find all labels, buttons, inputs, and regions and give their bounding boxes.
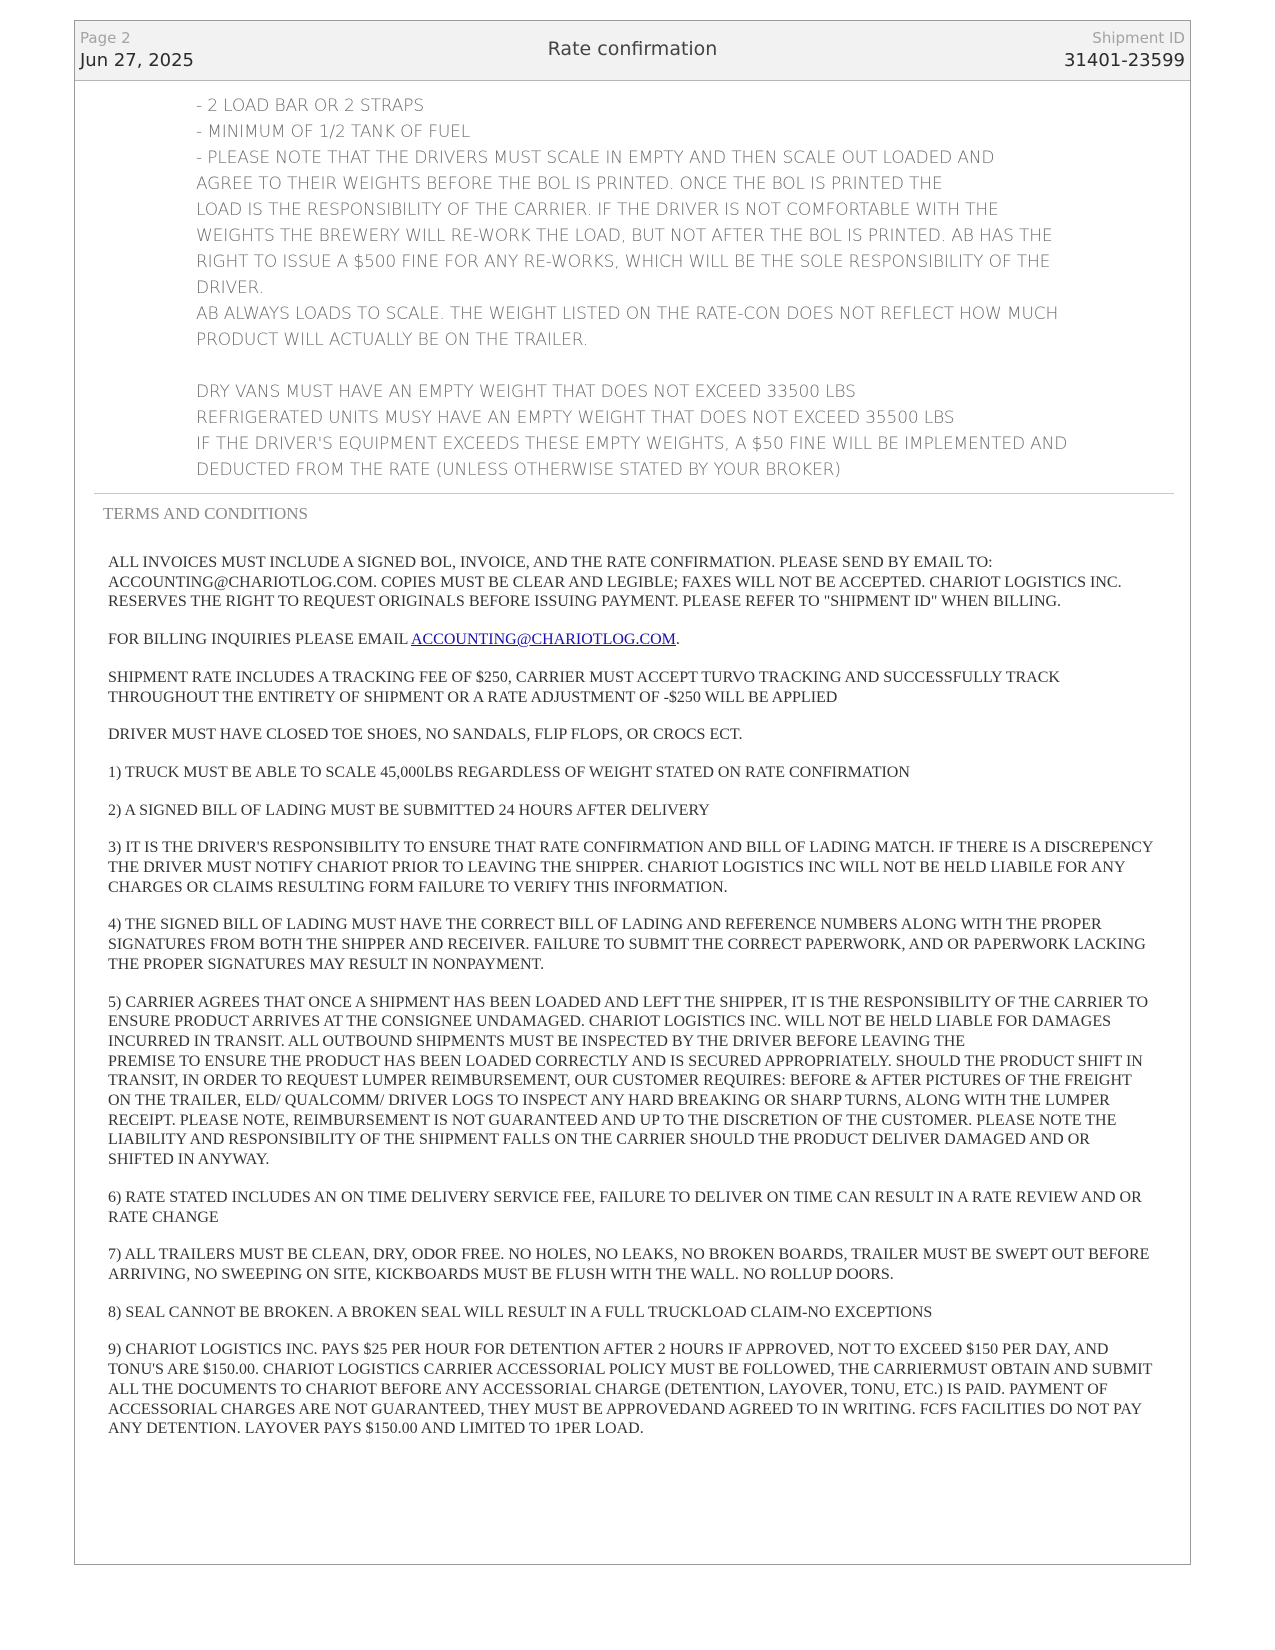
spacer: [196, 353, 1156, 379]
billing-prefix: FOR BILLING INQUIRIES PLEASE EMAIL: [108, 631, 411, 649]
terms-item-5-part-1: 5) CARRIER AGREES THAT ONCE A SHIPMENT HAS BEEN LOADED AND LEFT THE SHIPPER, IT IS THE RESPONSIBILITY OF THE CARRIER TO ENSURE PRODUCT ARRIVES AT THE CONSIGNEE UNDAMAGED. CHARIOT LOGISTICS INC. WILL NOT BE HELD LIABLE FOR DAMAGES INCURRED IN TRANSIT. ALL OUTBOUND SHIPMENTS MUST BE INSPECTED BY THE DRIVER BEFORE LEAVING THE: [108, 993, 1149, 1050]
terms-item-9: 9) CHARIOT LOGISTICS INC. PAYS $25 PER HOUR FOR DETENTION AFTER 2 HOURS IF APPROVED, NOT TO EXCEED $150 PER DAY, AND TONU'S ARE $150.00. CHARIOT LOGISTICS CARRIER ACCESSORIAL POLICY MUST BE FOLLOWED, THE CARRIERMUST OBTAIN AND SUBMIT ALL THE DOCUMENTS TO CHARIOT BEFORE ANY ACCESSORIAL CHARGE (DETENTION, LAYOVER, TONU, ETC.) IS PAID. PAYMENT OF ACCESSORIAL CHARGES ARE NOT GUARANTEED, THEY MUST BE APPROVEDAND AGREED TO IN WRITING. FCFS FACILITIES DO NOT PAY ANY DETENTION. LAYOVER PAYS $150.00 AND LIMITED TO 1PER LOAD.: [108, 1341, 1153, 1438]
special-instructions: [196, 93, 1156, 483]
terms-body: [108, 553, 1158, 1457]
shipment-id-label: Shipment ID: [1092, 29, 1185, 47]
note-line: LOAD IS THE RESPONSIBILITY OF THE CARRIER. IF THE DRIVER IS NOT COMFORTABLE WITH THE: [196, 200, 999, 220]
terms-heading: TERMS AND CONDITIONS: [103, 504, 308, 523]
page-number: Page 2: [80, 29, 131, 47]
terms-paragraph-invoices: ALL INVOICES MUST INCLUDE A SIGNED BOL, INVOICE, AND THE RATE CONFIRMATION. PLEASE SEND BY EMAIL TO: ACCOUNTING@CHARIOTLOG.COM. COPIES MUST BE CLEAR AND LEGIBLE; FAXES WILL NOT BE ACCEPTED. CHARIOT LOGISTICS INC. RESERVES THE RIGHT TO REQUEST ORIGINALS BEFORE ISSUING PAYMENT. PLEASE REFER TO "SHIPMENT ID" WHEN BILLING.: [108, 554, 1122, 611]
terms-item-6: 6) RATE STATED INCLUDES AN ON TIME DELIVERY SERVICE FEE, FAILURE TO DELIVER ON TIME CAN RESULT IN A RATE REVIEW AND OR RATE CHANGE: [108, 1188, 1142, 1226]
note-line: - PLEASE NOTE THAT THE DRIVERS MUST SCALE IN EMPTY AND THEN SCALE OUT LOADED AND: [196, 148, 995, 168]
note-line: WEIGHTS THE BREWERY WILL RE-WORK THE LOAD, BUT NOT AFTER THE BOL IS PRINTED. AB HAS THE: [196, 226, 1053, 246]
note-line: IF THE DRIVER'S EQUIPMENT EXCEEDS THESE EMPTY WEIGHTS, A $50 FINE WILL BE IMPLEMENTED AND: [196, 434, 1068, 454]
document-date: Jun 27, 2025: [80, 50, 195, 71]
note-line: PRODUCT WILL ACTUALLY BE ON THE TRAILER.: [196, 330, 588, 350]
section-divider: [94, 493, 1174, 494]
terms-paragraph-shoes: DRIVER MUST HAVE CLOSED TOE SHOES, NO SANDALS, FLIP FLOPS, OR CROCS ECT.: [108, 726, 743, 744]
note-line: DEDUCTED FROM THE RATE (UNLESS OTHERWISE STATED BY YOUR BROKER): [196, 460, 841, 480]
terms-item-5: [108, 993, 1158, 1170]
terms-item-4: 4) THE SIGNED BILL OF LADING MUST HAVE THE CORRECT BILL OF LADING AND REFERENCE NUMBERS ALONG WITH THE PROPER SIGNATURES FROM BOTH THE SHIPPER AND RECEIVER. FAILURE TO SUBMIT THE CORRECT PAPERWORK, AND OR PAPERWORK LACKING THE PROPER SIGNATURES MAY RESULT IN NONPAYMENT.: [108, 916, 1146, 973]
note-line: - 2 LOAD BAR OR 2 STRAPS: [196, 96, 424, 116]
note-line: DRY VANS MUST HAVE AN EMPTY WEIGHT THAT DOES NOT EXCEED 33500 LBS: [196, 382, 856, 402]
terms-item-5-part-2: PREMISE TO ENSURE THE PRODUCT HAS BEEN LOADED CORRECTLY AND IS SECURED APPROPRIATELY. SHOULD THE PRODUCT SHIFT IN TRANSIT, IN ORDER TO REQUEST LUMPER REIMBURSEMENT, OUR CUSTOMER REQUIRES: BEFORE & AFTER PICTURES OF THE FREIGHT ON THE TRAILER, ELD/ QUALCOMM/ DRIVER LOGS TO INSPECT ANY HARD BREAKING OR SHARP TURNS, ALONG WITH THE LUMPER RECEIPT. PLEASE NOTE, REIMBURSEMENT IS NOT GUARANTEED AND UP TO THE DISCRETION OF THE CUSTOMER. PLEASE NOTE THE LIABILITY AND RESPONSIBILITY OF THE SHIPMENT FALLS ON THE CARRIER SHOULD THE PRODUCT DELIVER DAMAGED AND OR SHIFTED IN ANYWAY.: [108, 1052, 1143, 1169]
billing-suffix: .: [675, 631, 680, 649]
note-line: REFRIGERATED UNITS MUSY HAVE AN EMPTY WEIGHT THAT DOES NOT EXCEED 35500 LBS: [196, 408, 955, 428]
note-line: RIGHT TO ISSUE A $500 FINE FOR ANY RE-WORKS, WHICH WILL BE THE SOLE RESPONSIBILITY OF THE: [196, 252, 1051, 272]
terms-item-1: 1) TRUCK MUST BE ABLE TO SCALE 45,000LBS REGARDLESS OF WEIGHT STATED ON RATE CONFIRMATION: [108, 763, 910, 781]
terms-item-2: 2) A SIGNED BILL OF LADING MUST BE SUBMITTED 24 HOURS AFTER DELIVERY: [108, 801, 710, 819]
page-header: [75, 21, 1190, 81]
note-line: DRIVER.: [196, 278, 264, 298]
note-line: AGREE TO THEIR WEIGHTS BEFORE THE BOL IS PRINTED. ONCE THE BOL IS PRINTED THE: [196, 174, 943, 194]
terms-item-7: 7) ALL TRAILERS MUST BE CLEAN, DRY, ODOR FREE. NO HOLES, NO LEAKS, NO BROKEN BOARDS, TRAILER MUST BE SWEPT OUT BEFORE ARRIVING, NO SWEEPING ON SITE, KICKBOARDS MUST BE FLUSH WITH THE WALL. NO ROLLUP DOORS.: [108, 1246, 1150, 1283]
billing-email-link[interactable]: ACCOUNTING@CHARIOTLOG.COM: [410, 631, 676, 649]
document-title: Rate confirmation: [547, 38, 718, 60]
shipment-id: 31401-23599: [1063, 50, 1185, 71]
note-line: AB ALWAYS LOADS TO SCALE. THE WEIGHT LISTED ON THE RATE-CON DOES NOT REFLECT HOW MUCH: [196, 304, 1059, 324]
terms-item-8: 8) SEAL CANNOT BE BROKEN. A BROKEN SEAL WILL RESULT IN A FULL TRUCKLOAD CLAIM-NO EXCEPTIONS: [108, 1303, 933, 1321]
note-line: - MINIMUM OF 1/2 TANK OF FUEL: [196, 122, 471, 142]
document-page: [74, 20, 1191, 1565]
terms-item-3: 3) IT IS THE DRIVER'S RESPONSIBILITY TO ENSURE THAT RATE CONFIRMATION AND BILL OF LADING MATCH. IF THERE IS A DISCREPENCY THE DRIVER MUST NOTIFY CHARIOT PRIOR TO LEAVING THE SHIPPER. CHARIOT LOGISTICS INC WILL NOT BE HELD LIABILE FOR ANY CHARGES OR CLAIMS RESULTING FORM FAILURE TO VERIFY THIS INFORMATION.: [108, 839, 1153, 896]
header-right: [1064, 28, 1185, 74]
terms-paragraph-billing: [108, 630, 1158, 650]
terms-paragraph-tracking: SHIPMENT RATE INCLUDES A TRACKING FEE OF $250, CARRIER MUST ACCEPT TURVO TRACKING AND SUCCESSFULLY TRACK THROUGHOUT THE ENTIRETY OF SHIPMENT OR A RATE ADJUSTMENT OF -$250 WILL BE APPLIED: [108, 668, 1060, 706]
